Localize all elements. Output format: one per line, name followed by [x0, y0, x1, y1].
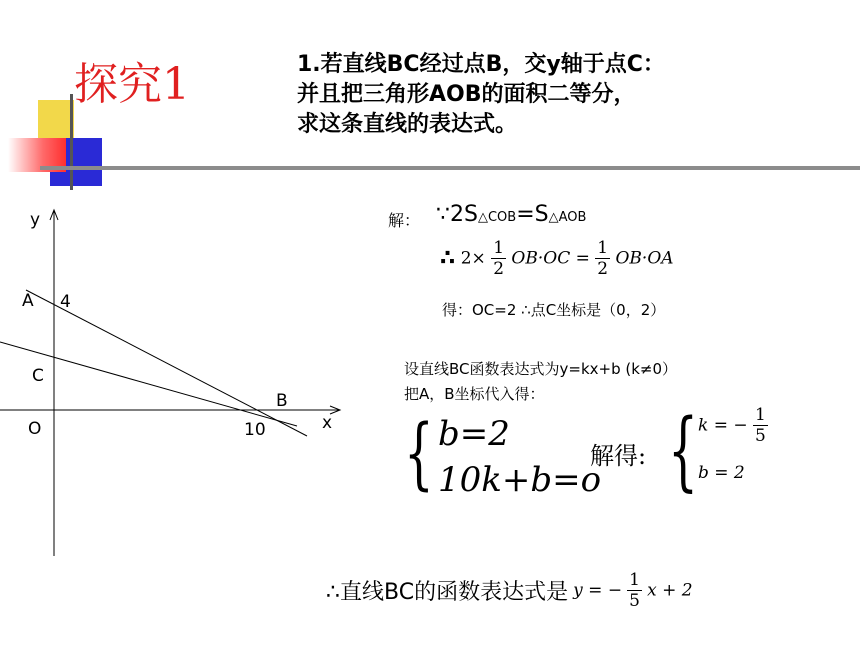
sub-aob: △AOB — [548, 210, 587, 225]
point-a-label: A — [22, 291, 34, 311]
two-s: 2S — [450, 202, 478, 227]
point-b-label: B — [276, 391, 288, 411]
k-solution: k = − $\frac{1}{5}$ — [698, 405, 766, 446]
problem-statement — [297, 50, 665, 140]
problem-line-1: 1.若直线BC经过点B，交y轴于点C： — [297, 52, 665, 77]
half-fraction-1: $\frac{1}{2}$ — [493, 238, 505, 279]
tick-label-4: 4 — [60, 292, 71, 312]
logo-vertical-line — [70, 94, 73, 190]
problem-line-3: 求这条直线的表达式。 — [297, 112, 518, 137]
area-equation — [440, 238, 674, 279]
final-fraction: $\frac{1}{5}$ — [629, 570, 640, 611]
sub-cob: △COB — [477, 210, 517, 225]
final-answer — [326, 570, 693, 611]
final-y: y = − — [573, 580, 623, 601]
line-bc — [0, 342, 297, 426]
half-fraction-2: $\frac{1}{2}$ — [597, 238, 609, 279]
substitute-line: 把A，B坐标代入得： — [404, 385, 545, 403]
origin-label: O — [28, 419, 42, 439]
point-c-label: C — [32, 366, 44, 386]
solve-label: 解得: — [590, 442, 647, 470]
page-title: 探究1 — [74, 59, 190, 110]
y-axis-label: y — [30, 210, 41, 230]
final-tail: x + 2 — [647, 580, 693, 601]
therefore-symbol: ∴ — [440, 246, 456, 271]
system-brace: { — [404, 409, 434, 499]
coordinate-graph — [0, 200, 350, 560]
system-eq-1: b=2 — [438, 414, 510, 454]
logo-yellow-square — [38, 100, 74, 142]
tick-label-10: 10 — [244, 420, 266, 440]
system-eq-2: 10k+b=o — [438, 460, 602, 500]
problem-line-2: 并且把三角形AOB的面积二等分， — [297, 82, 636, 107]
area-relation — [436, 202, 586, 227]
title-divider — [40, 166, 860, 170]
x-axis-label: x — [322, 413, 333, 433]
ob-oa-term: OB·OA — [615, 248, 674, 269]
solution-brace: { — [668, 401, 699, 501]
b-solution: b = 2 — [698, 463, 745, 483]
k-fraction: $\frac{1}{5}$ — [755, 405, 766, 446]
setup-line: 设直线BC函数表达式为y=kx+b (k≠0） — [404, 360, 678, 378]
solution-jie: 解： — [388, 211, 421, 230]
ob-oc-term: OB·OC = — [511, 248, 590, 269]
equals-s: =S — [516, 202, 549, 227]
because-symbol: ∵ — [436, 202, 450, 227]
final-text: ∴直线BC的函数表达式是 — [326, 580, 569, 605]
two-times: 2× — [460, 248, 486, 269]
oc-result: 得：OC=2 ∴点C坐标是（0，2） — [442, 301, 666, 319]
